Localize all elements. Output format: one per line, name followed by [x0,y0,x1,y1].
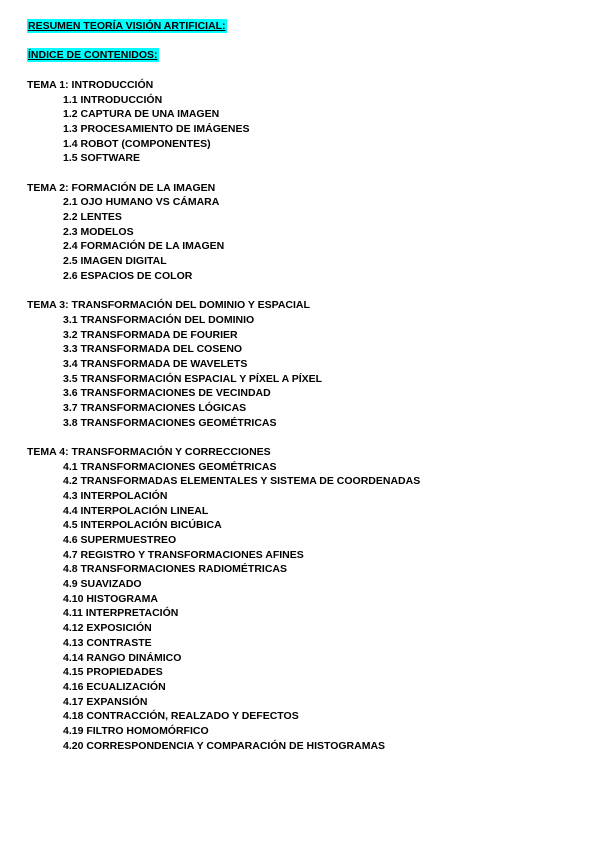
toc-entry: 3.7 TRANSFORMACIONES LÓGICAS [63,401,247,414]
tema-section [27,298,587,430]
toc-entry: 1.4 ROBOT (COMPONENTES) [63,137,211,150]
table-of-contents [27,78,587,768]
toc-entry: 1.5 SOFTWARE [63,152,141,165]
toc-entry: 4.6 SUPERMUESTREO [63,534,177,547]
toc-entry: 4.10 HISTOGRAMA [63,592,158,605]
tema-title: TEMA 1: INTRODUCCIÓN [27,79,154,91]
toc-entry: 2.2 LENTES [63,211,122,224]
toc-entry: 4.14 RANGO DINÁMICO [63,651,182,664]
toc-entry: 3.6 TRANSFORMACIONES DE VECINDAD [63,387,271,400]
toc-entry: 4.20 CORRESPONDENCIA Y COMPARACIÓN DE HISTOGRAMAS [63,739,386,752]
toc-entry: 4.18 CONTRACCIÓN, REALZADO Y DEFECTOS [63,710,299,723]
toc-entry: 4.13 CONTRASTE [63,636,152,649]
tema-title: TEMA 4: TRANSFORMACIÓN Y CORRECCIONES [27,445,271,458]
toc-entry: 1.2 CAPTURA DE UNA IMAGEN [63,108,220,121]
toc-entry: 4.8 TRANSFORMACIONES RADIOMÉTRICAS [63,563,288,576]
toc-entry: 4.2 TRANSFORMADAS ELEMENTALES Y SISTEMA DE COORDENADAS [63,475,421,488]
toc-entry: 2.5 IMAGEN DIGITAL [63,255,167,268]
document-title: RESUMEN TEORÍA VISIÓN ARTIFICIAL: [28,20,226,32]
toc-entry: 4.3 INTERPOLACIÓN [63,489,168,502]
toc-entry: 2.4 FORMACIÓN DE LA IMAGEN [63,240,225,253]
tema-section [27,78,587,166]
toc-entry: 4.5 INTERPOLACIÓN BICÚBICA [63,519,222,532]
toc-entry: 4.17 EXPANSIÓN [63,695,148,708]
toc-entry: 1.1 INTRODUCCIÓN [63,93,163,106]
index-title: ÍNDICE DE CONTENIDOS: [28,49,158,61]
toc-entry: 3.2 TRANSFORMADA DE FOURIER [63,328,238,341]
tema-section [27,445,587,753]
toc-entry: 3.3 TRANSFORMADA DEL COSENO [63,343,243,356]
toc-entry: 4.16 ECUALIZACIÓN [63,680,166,693]
toc-entry: 4.7 REGISTRO Y TRANSFORMACIONES AFINES [63,548,304,561]
toc-entry: 2.3 MODELOS [63,225,134,238]
toc-entry: 2.1 OJO HUMANO VS CÁMARA [63,196,220,209]
tema-section [27,181,587,284]
toc-entry: 4.4 INTERPOLACIÓN LINEAL [63,504,209,517]
toc-entry: 3.8 TRANSFORMACIONES GEOMÉTRICAS [63,416,277,429]
toc-entry: 3.5 TRANSFORMACIÓN ESPACIAL Y PÍXEL A PÍXEL [63,372,323,385]
toc-entry: 3.4 TRANSFORMADA DE WAVELETS [63,357,248,370]
tema-title: TEMA 3: TRANSFORMACIÓN DEL DOMINIO Y ESPACIAL [27,299,310,312]
tema-title: TEMA 2: FORMACIÓN DE LA IMAGEN [27,181,216,194]
toc-entry: 3.1 TRANSFORMACIÓN DEL DOMINIO [63,313,255,326]
toc-entry: 2.6 ESPACIOS DE COLOR [63,269,193,282]
toc-entry: 4.11 INTERPRETACIÓN [63,607,179,620]
toc-entry: 4.19 FILTRO HOMOMÓRFICO [63,724,209,737]
toc-entry: 4.1 TRANSFORMACIONES GEOMÉTRICAS [63,460,277,473]
toc-entry: 4.15 PROPIEDADES [63,666,163,679]
toc-entry: 1.3 PROCESAMIENTO DE IMÁGENES [63,123,250,136]
toc-entry: 4.12 EXPOSICIÓN [63,622,152,635]
toc-entry: 4.9 SUAVIZADO [63,578,142,591]
